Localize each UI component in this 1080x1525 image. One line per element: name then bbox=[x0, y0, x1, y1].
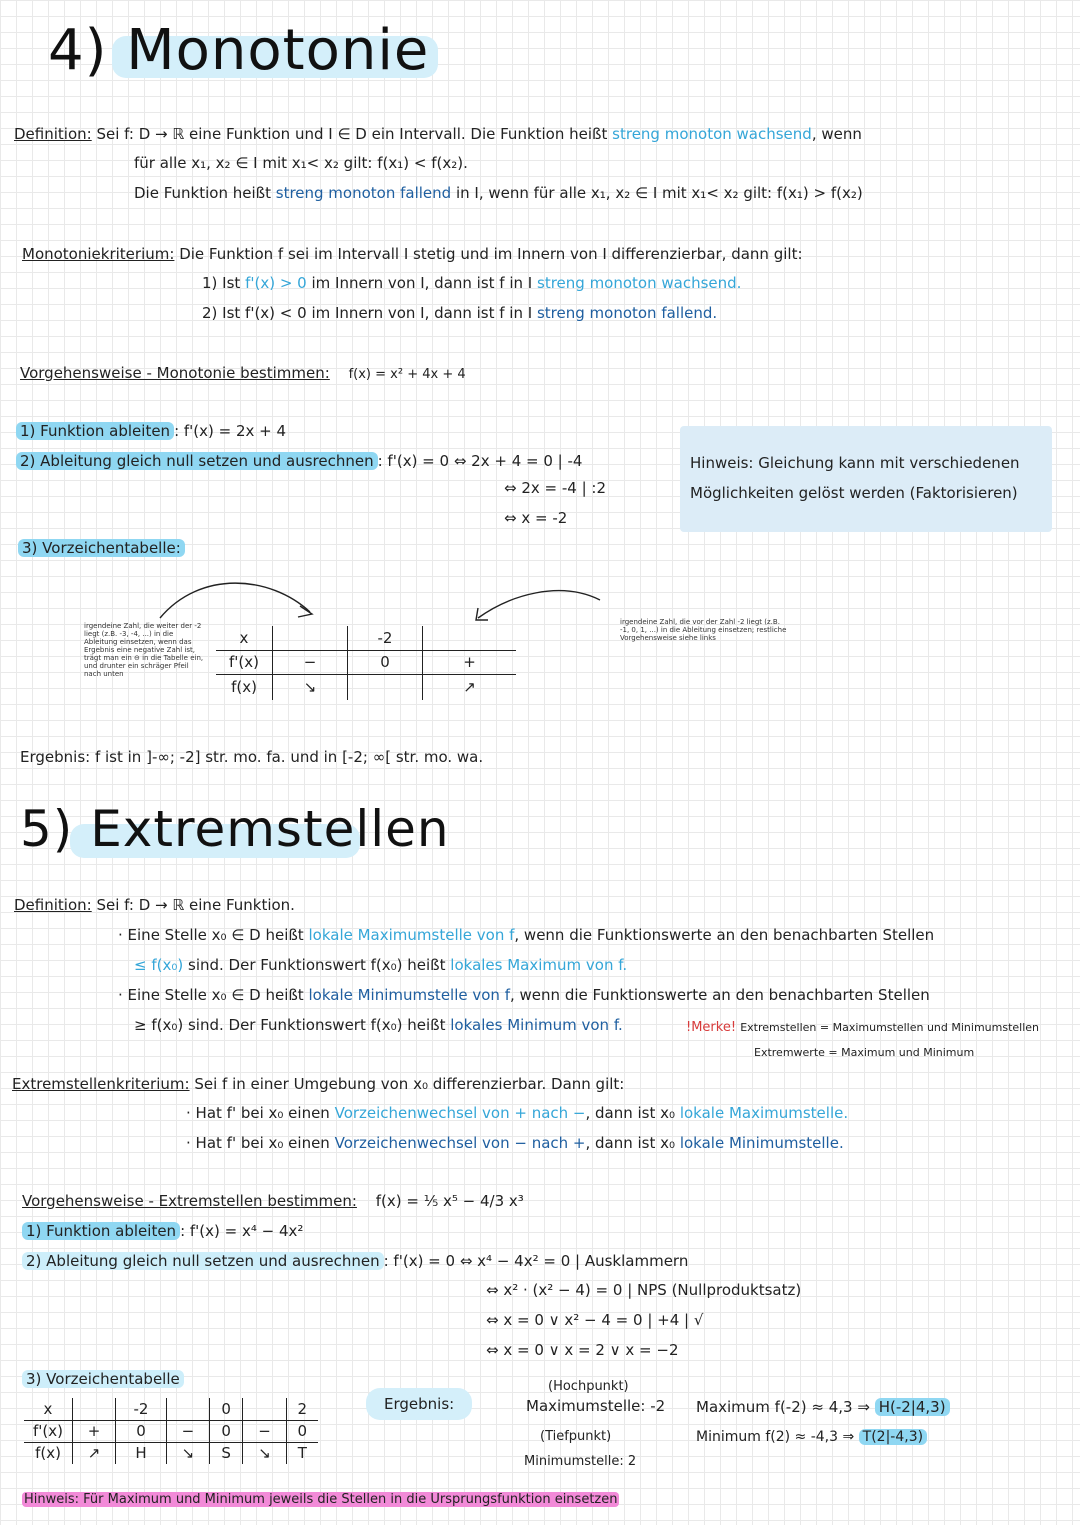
extremstellenkriterium bbox=[12, 1074, 624, 1094]
definition-line-2: für alle x₁, x₂ ∈ I mit x₁< x₂ gilt: f(x₁) < f(x₂). bbox=[134, 154, 468, 172]
step-2-label: 2) Ableitung gleich null setzen und ausrechnen bbox=[16, 452, 378, 470]
ex-definition-line-2 bbox=[118, 925, 934, 945]
term-lokale-maximumstelle: lokale Maximumstelle von f bbox=[308, 926, 515, 944]
definition-line-3-a: Die Funktion heißt bbox=[134, 184, 271, 202]
extremstellen-function: f(x) = ⅕ x⁵ − 4/3 x³ bbox=[375, 1192, 524, 1210]
ergebnis-label: Ergebnis: bbox=[366, 1388, 472, 1420]
merke bbox=[686, 1019, 1039, 1037]
mt-header-3 bbox=[423, 626, 517, 650]
ex-step-2-label: 2) Ableitung gleich null setzen und ausrechnen bbox=[22, 1252, 384, 1270]
et-r2-6: T bbox=[286, 1442, 318, 1464]
term-streng-monoton-wachsend: streng monoton wachsend bbox=[612, 125, 812, 143]
mt-r2-2 bbox=[348, 674, 423, 700]
mt-r2-3: ↗ bbox=[423, 674, 517, 700]
et-r0-6: 2 bbox=[286, 1398, 318, 1420]
hochpunkt: (Hochpunkt) bbox=[548, 1379, 629, 1394]
et-r2-4: S bbox=[209, 1442, 242, 1464]
right-side-note: irgendeine Zahl, die vor der Zahl -2 liegt (z.B. -1, 0, 1, ...) in die Ableitung einsetzen; restliche Vorgehensweise siehe links bbox=[620, 618, 787, 642]
maximum-text: Maximum f(-2) ≈ 4,3 ⇒ bbox=[696, 1398, 870, 1416]
extremstellen-sign-table bbox=[24, 1398, 318, 1464]
monotonie-title: 4) Monotonie bbox=[48, 18, 430, 83]
kriterium-item-1-d: streng monoton wachsend. bbox=[537, 274, 742, 292]
minimum-text: Minimum f(2) ≈ -4,3 ⇒ bbox=[696, 1429, 855, 1445]
ex-definition-line-1: Sei f: D → ℝ eine Funktion. bbox=[96, 896, 295, 914]
term-streng-monoton-fallend: streng monoton fallend bbox=[275, 184, 452, 202]
step-1-result: : f'(x) = 2x + 4 bbox=[174, 422, 287, 440]
term-lokale-minimumstelle: lokale Minimumstelle von f bbox=[308, 986, 510, 1004]
merke-line-2: Extremwerte = Maximum und Minimum bbox=[754, 1046, 975, 1059]
et-r1-0: f'(x) bbox=[24, 1420, 73, 1442]
ex-kriterium-item-1-a: · Hat f' bei x₀ einen bbox=[186, 1104, 330, 1122]
mt-r1-0: f'(x) bbox=[216, 650, 273, 674]
ex-kriterium-item-2-d: lokale Minimumstelle. bbox=[679, 1134, 844, 1152]
ex-line-5-a: ≥ f(x₀) sind. Der Funktionswert f(x₀) heißt bbox=[134, 1016, 446, 1034]
monotonie-function: f(x) = x² + 4x + 4 bbox=[348, 367, 466, 382]
et-r2-5: ↘ bbox=[243, 1442, 286, 1464]
ex-line-4-a: · Eine Stelle x₀ ∈ D heißt bbox=[118, 986, 304, 1004]
et-r2-3: ↘ bbox=[166, 1442, 209, 1464]
mt-header-0: x bbox=[216, 626, 273, 650]
mt-r2-0: f(x) bbox=[216, 674, 273, 700]
ex-step-2-line-1: : f'(x) = 0 ⇔ x⁴ − 4x² = 0 | Ausklammern bbox=[383, 1252, 689, 1270]
kriterium-item-1-c: im Innern von I, dann ist f in I bbox=[311, 274, 533, 292]
et-r1-3: − bbox=[166, 1420, 209, 1442]
ex-kriterium-item-2-a: · Hat f' bei x₀ einen bbox=[186, 1134, 330, 1152]
et-r2-2: H bbox=[116, 1442, 167, 1464]
extremstellen-hint bbox=[22, 1491, 619, 1509]
et-r0-4: 0 bbox=[209, 1398, 242, 1420]
monotonie-step-2-line-3: ⇔ x = -2 bbox=[504, 509, 568, 527]
vorgehen-extremstellen bbox=[22, 1191, 524, 1211]
minimum-line bbox=[696, 1427, 927, 1447]
ex-definition-label: Definition: bbox=[14, 896, 92, 914]
minimum-point: T(2|-4,3) bbox=[859, 1429, 927, 1445]
et-r1-5: − bbox=[243, 1420, 286, 1442]
ex-kriterium-item-2 bbox=[186, 1133, 844, 1153]
ex-kriterium-item-2-c: , dann ist x₀ bbox=[585, 1134, 676, 1152]
ex-step-2-line-2: ⇔ x² · (x² − 4) = 0 | NPS (Nullproduktsatz) bbox=[486, 1281, 802, 1299]
step-1-label: 1) Funktion ableiten bbox=[16, 422, 174, 440]
merke-label: !Merke! bbox=[686, 1020, 737, 1035]
maximum-point: H(-2|4,3) bbox=[875, 1398, 950, 1416]
step-2-line-1: : f'(x) = 0 ⇔ 2x + 4 = 0 | -4 bbox=[377, 452, 583, 470]
merke-line-1: Extremstellen = Maximumstellen und Minimumstellen bbox=[740, 1021, 1040, 1034]
kriterium-item-2-b: streng monoton fallend. bbox=[536, 304, 718, 322]
ex-step-1-result: : f'(x) = x⁴ − 4x² bbox=[180, 1222, 304, 1240]
ex-line-3-a: ≤ f(x₀) bbox=[134, 956, 184, 974]
kriterium-item-2-a: 2) Ist f'(x) < 0 im Innern von I, dann ist f in I bbox=[202, 304, 533, 322]
extremstellen-definition bbox=[14, 895, 295, 915]
definition-text-end: , wenn bbox=[811, 125, 862, 143]
step-3-label: 3) Vorzeichentabelle: bbox=[18, 539, 185, 557]
arrow-left-curve-icon bbox=[160, 583, 310, 618]
et-r0-3 bbox=[166, 1398, 209, 1420]
extremstellenkriterium-label: Extremstellenkriterium: bbox=[12, 1075, 190, 1093]
ex-kriterium-item-2-b: Vorzeichenwechsel von − nach + bbox=[334, 1134, 586, 1152]
ex-line-3-b: sind. Der Funktionswert f(x₀) heißt bbox=[188, 956, 446, 974]
vorgehen-extremstellen-label: Vorgehensweise - Extremstellen bestimmen: bbox=[22, 1192, 357, 1210]
hinweis-text: Hinweis: Gleichung kann mit verschiedenen Möglichkeiten gelöst werden (Faktorisieren) bbox=[690, 454, 1020, 502]
term-lokales-maximum: lokales Maximum von f. bbox=[450, 956, 628, 974]
vorgehen-monotonie-label: Vorgehensweise - Monotonie bestimmen: bbox=[20, 364, 330, 382]
et-r1-1: + bbox=[73, 1420, 116, 1442]
monotoniekriterium-intro: Die Funktion f sei im Intervall I stetig und im Innern von I differenzierbar, dann gilt: bbox=[179, 245, 803, 263]
ex-line-2-c: , wenn die Funktionswerte an den benachbarten Stellen bbox=[514, 926, 935, 944]
mt-r1-2: 0 bbox=[348, 650, 423, 674]
ex-definition-line-4 bbox=[118, 985, 930, 1005]
ex-kriterium-item-1-d: lokale Maximumstelle. bbox=[679, 1104, 849, 1122]
monotonie-step-2-line-2: ⇔ 2x = -4 | :2 bbox=[504, 479, 607, 497]
mt-r2-1: ↘ bbox=[273, 674, 348, 700]
definition-text: Sei f: D → ℝ eine Funktion und I ∈ D ein Intervall. Die Funktion heißt bbox=[96, 125, 608, 143]
monotonie-sign-table bbox=[216, 626, 516, 700]
mt-r1-3: + bbox=[423, 650, 517, 674]
ex-step-1-label: 1) Funktion ableiten bbox=[22, 1222, 180, 1240]
ex-definition-line-5 bbox=[134, 1015, 623, 1035]
monotonie-result: Ergebnis: f ist in ]-∞; -2] str. mo. fa. und in [-2; ∞[ str. mo. wa. bbox=[20, 748, 484, 766]
term-lokales-minimum: lokales Minimum von f. bbox=[450, 1016, 623, 1034]
ex-step-2-line-4: ⇔ x = 0 ∨ x = 2 ∨ x = −2 bbox=[486, 1341, 679, 1359]
et-r0-1 bbox=[73, 1398, 116, 1420]
ex-kriterium-item-1 bbox=[186, 1103, 848, 1123]
definition-line-3-c: in I, wenn für alle x₁, x₂ ∈ I mit x₁< x₂ gilt: f(x₁) > f(x₂) bbox=[455, 184, 863, 202]
left-side-note: irgendeine Zahl, die weiter der -2 liegt (z.B. -3, -4, ...) in die Ableitung einsetzen, wenn das Ergebnis eine negative Zahl ist, trägt man ein ⊖ in die Tabelle ein, und drunter ein schräger Pfeil nach unten bbox=[84, 622, 204, 678]
arrow-right-curve-icon bbox=[478, 591, 600, 618]
ex-step-2 bbox=[22, 1251, 688, 1271]
kriterium-item-1-b: f'(x) > 0 bbox=[245, 274, 307, 292]
arrow-right-head-icon bbox=[476, 608, 488, 620]
ex-line-4-c: , wenn die Funktionswerte an den benachbarten Stellen bbox=[510, 986, 930, 1004]
et-r2-1: ↗ bbox=[73, 1442, 116, 1464]
mt-header-2: -2 bbox=[348, 626, 423, 650]
extremstellenkriterium-intro: Sei f in einer Umgebung von x₀ differenzierbar. Dann gilt: bbox=[194, 1075, 625, 1093]
definition-label: Definition: bbox=[14, 125, 92, 143]
maximumstelle: Maximumstelle: -2 bbox=[526, 1397, 666, 1415]
monotoniekriterium-label: Monotoniekriterium: bbox=[22, 245, 175, 263]
et-r0-5 bbox=[243, 1398, 286, 1420]
minimumstelle: Minimumstelle: 2 bbox=[524, 1454, 637, 1469]
ex-kriterium-item-1-b: Vorzeichenwechsel von + nach − bbox=[334, 1104, 586, 1122]
tiefpunkt: (Tiefpunkt) bbox=[540, 1429, 612, 1444]
extremstellen-hint-text: Hinweis: Für Maximum und Minimum jeweils die Stellen in die Ursprungsfunktion einsetzen bbox=[24, 1492, 618, 1507]
kriterium-item-1-a: 1) Ist bbox=[202, 274, 241, 292]
et-r0-0: x bbox=[24, 1398, 73, 1420]
ex-step-3 bbox=[22, 1369, 184, 1389]
et-r0-2: -2 bbox=[116, 1398, 167, 1420]
ex-line-2-a: · Eine Stelle x₀ ∈ D heißt bbox=[118, 926, 304, 944]
extremstellen-title: 5) Extremstellen bbox=[20, 800, 450, 858]
ex-kriterium-item-1-c: , dann ist x₀ bbox=[585, 1104, 676, 1122]
ex-step-2-line-3: ⇔ x = 0 ∨ x² − 4 = 0 | +4 | √ bbox=[486, 1311, 704, 1329]
ex-step-3-label: 3) Vorzeichentabelle bbox=[22, 1370, 184, 1388]
ex-step-1 bbox=[22, 1221, 303, 1241]
mt-header-1 bbox=[273, 626, 348, 650]
et-r1-2: 0 bbox=[116, 1420, 167, 1442]
et-r1-4: 0 bbox=[209, 1420, 242, 1442]
maximum-line bbox=[696, 1397, 950, 1417]
et-r1-6: 0 bbox=[286, 1420, 318, 1442]
ex-definition-line-3 bbox=[134, 955, 627, 975]
mt-r1-1: − bbox=[273, 650, 348, 674]
et-r2-0: f(x) bbox=[24, 1442, 73, 1464]
